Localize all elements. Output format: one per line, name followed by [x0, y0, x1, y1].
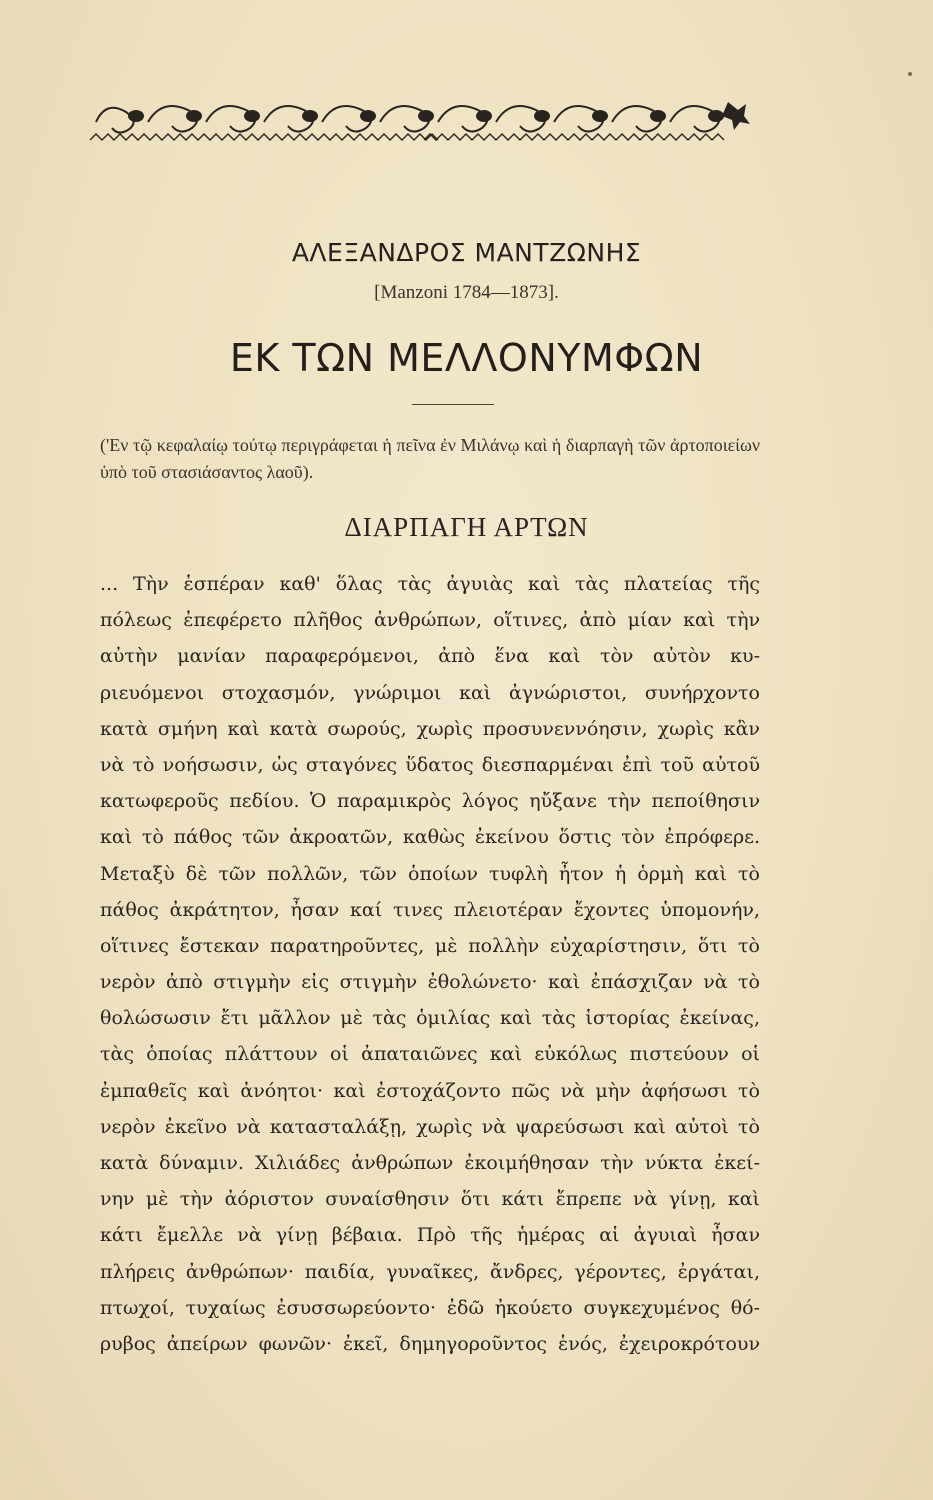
body-line: ἐμπαθεῖς καὶ ἀνόητοι· καὶ ἐστοχάζοντο πῶς νὰ μὴν ἀφήσωσι τὸ: [100, 1079, 760, 1102]
body-line: ριευόμενοι στοχασμόν, γνώριμοι καὶ ἀγνώριστοι, συνήρχοντο: [100, 681, 760, 704]
body-line: οἵτινες ἔστεκαν παρατηροῦντες, μὲ πολλὴν εὐχαρίστησιν, ὅτι τὸ: [100, 934, 760, 957]
page-speck: [908, 72, 912, 76]
body-line: τὰς ὁποίας πλάττουν οἱ ἀπαταιῶνες καὶ εὐκόλως πιστεύουν οἱ: [100, 1043, 760, 1066]
body-line: ... Τὴν ἑσπέραν καθ' ὅλας τὰς ἀγυιὰς καὶ τὰς πλατείας τῆς: [100, 573, 760, 595]
body-line: κατὰ δύναμιν. Χιλιάδες ἀνθρώπων ἐκοιμήθησαν τὴν νύκτα ἐκεί-: [100, 1152, 760, 1174]
body-line: πτωχοί, τυχαίως ἐσυσσωρεύοντο· ἐδῶ ἠκούετο συγκεχυμένος θό-: [100, 1296, 760, 1319]
body-line: καὶ τὸ πάθος τῶν ἀκροατῶν, καθὼς ἐκείνου ὅστις τὸν ἐπρόφερε.: [100, 826, 760, 849]
body-line: Μεταξὺ δὲ τῶν πολλῶν, τῶν ὁποίων τυφλὴ ἦτον ἡ ὁρμὴ καὶ τὸ: [100, 862, 760, 885]
body-line: νην μὲ τὴν ἀόριστον συναίσθησιν ὅτι κάτι ἔπρεπε νὰ γίνῃ, καὶ: [100, 1188, 760, 1211]
chapter-note: ('Εν τῷ κεφαλαίῳ τούτῳ περιγράφεται ἡ πεῖνα ἐν Μιλάνῳ καὶ ἡ διαρπαγὴ τῶν ἀρτοποιείων ὑπὸ τοῦ στασιάσαντος λαοῦ).: [100, 435, 760, 482]
body-line: πλήρεις ἀνθρώπων· παιδία, γυναῖκες, ἄνδρες, γέροντες, ἐργάται,: [100, 1260, 760, 1283]
section-title: ΔΙΑΡΠΑΓΗ ΑΡΤΩΝ: [344, 512, 589, 542]
body-line: νὰ τὸ νοήσωσιν, ὡς σταγόνες ὕδατος διεσπαρμέναι ἐπὶ τοῦ αὐτοῦ: [100, 753, 760, 776]
author-name: ΑΛΕΞΑΝΔΡΟΣ ΜΑΝΤΖΩΝΗΣ: [291, 238, 642, 267]
body-line: αὐτὴν μανίαν παραφερόμενοι, ἀπὸ ἕνα καὶ τὸν αὐτὸν κυ-: [100, 645, 760, 668]
work-title: ΕΚ ΤΩΝ ΜΕΛΛΟΝΥΜΦΩΝ: [229, 336, 704, 380]
author-dates: [Manzoni 1784—1873].: [374, 282, 559, 303]
title-rule: [412, 404, 494, 405]
body-line: κάτι ἔμελλε νὰ γίνῃ βέβαια. Πρὸ τῆς ἡμέρας αἱ ἀγυιαὶ ἦσαν: [100, 1224, 760, 1247]
body-line: κατὰ σμήνη καὶ κατὰ σωρούς, χωρὶς προσυνεννόησιν, χωρὶς κἂν: [100, 717, 760, 740]
body-line: πόλεως ἐπεφέρετο πλῆθος ἀνθρώπων, οἵτινες, ἀπὸ μίαν καὶ τὴν: [100, 609, 760, 632]
body-line: ρυβος ἀπείρων φωνῶν· ἐκεῖ, δημηγοροῦντος ἑνός, ἐχειροκρότουν: [100, 1332, 760, 1355]
body-text: [100, 566, 760, 1362]
body-line: νερὸν ἀπὸ στιγμὴν εἰς στιγμὴν ἐθολώνετο· καὶ ἐπάσχιζαν νὰ τὸ: [100, 971, 760, 994]
body-line: θολώσωσιν ἔτι μᾶλλον μὲ τὰς ὁμιλίας καὶ τὰς ἱστορίας ἐκείνας,: [100, 1007, 760, 1030]
body-line: πάθος ἀκράτητον, ἦσαν καί τινες πλειοτέραν ἔχοντες ὑπομονήν,: [100, 898, 760, 921]
body-line: νερὸν ἐκεῖνο νὰ κατασταλάξῃ, χωρὶς νὰ ψαρεύσωσι καὶ αὐτοὶ τὸ: [100, 1115, 760, 1138]
body-line: κατωφεροῦς πεδίου. Ὁ παραμικρὸς λόγος ηὔξανε τὴν πεποίθησιν: [100, 790, 760, 813]
ornament-band-icon: [88, 92, 752, 148]
